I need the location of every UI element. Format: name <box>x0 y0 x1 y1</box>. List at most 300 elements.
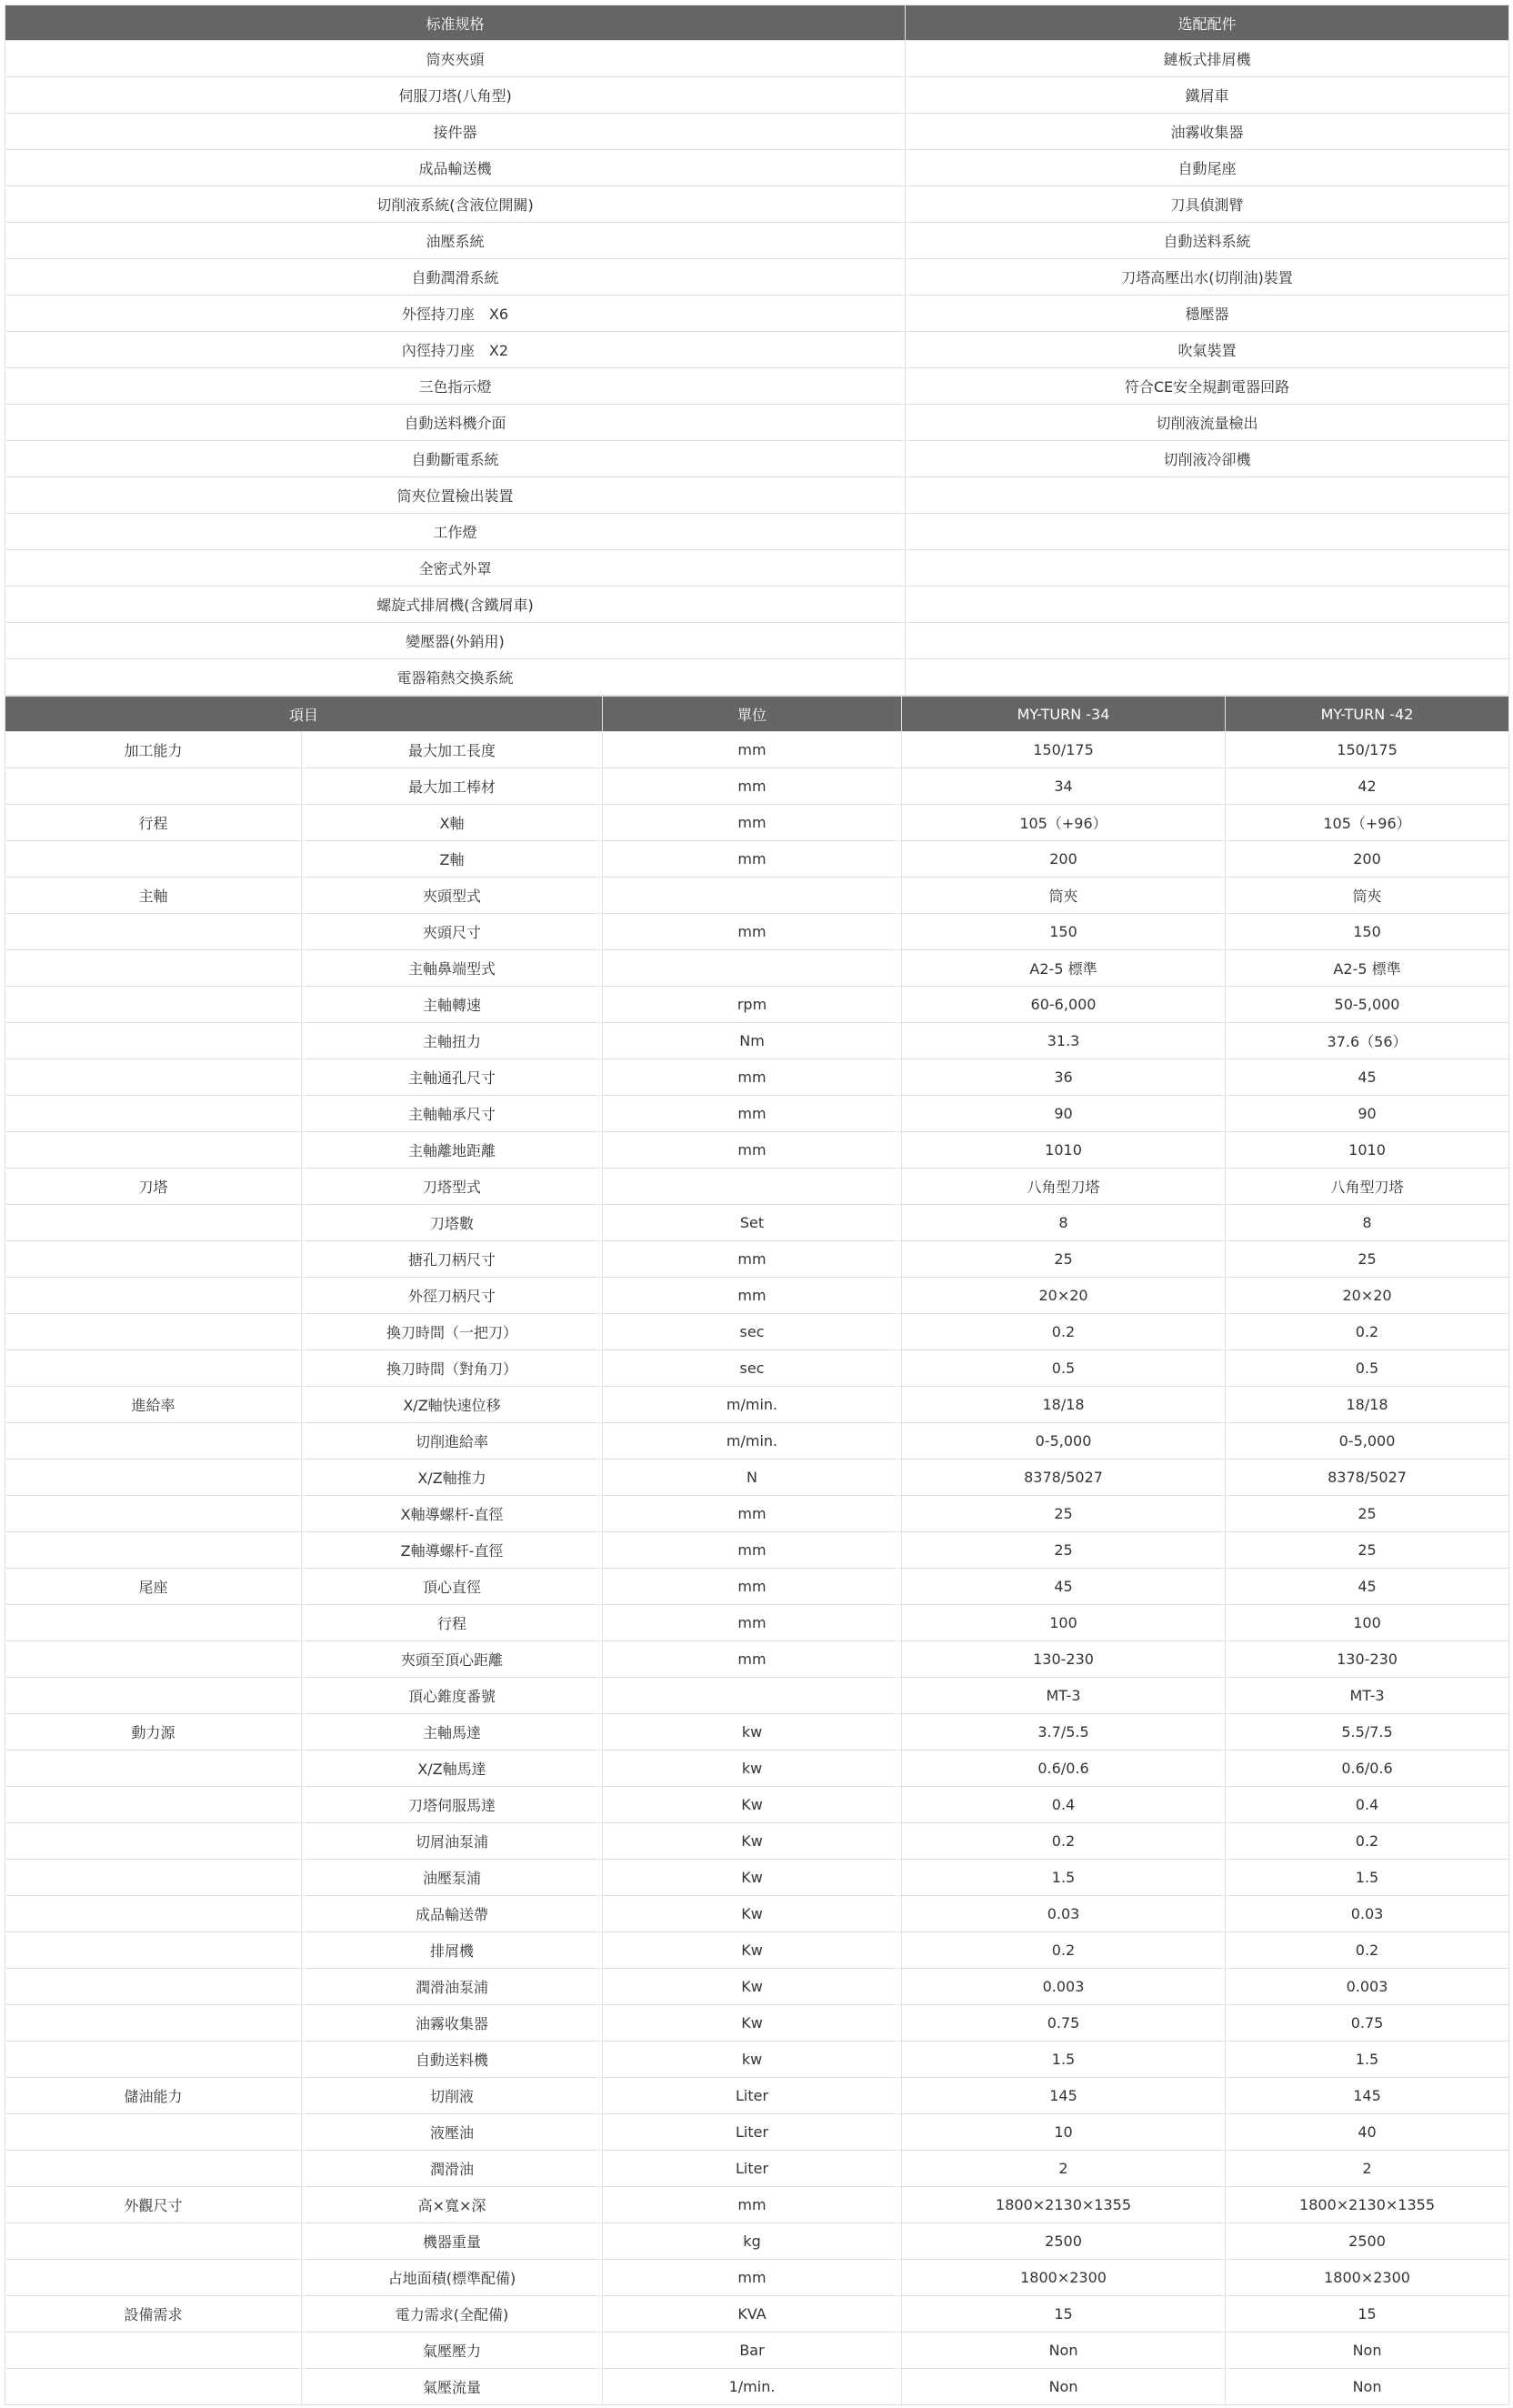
spec-unit <box>603 878 902 914</box>
table-row <box>5 368 1509 405</box>
spec-name: 主軸通孔尺寸 <box>302 1059 603 1096</box>
spec-value-model-b: 1010 <box>1226 1132 1509 1169</box>
spec-value-model-b: 8378/5027 <box>1226 1460 1509 1496</box>
spec-name: 主軸離地距離 <box>302 1132 603 1169</box>
table-row <box>5 2260 1509 2296</box>
spec-value-model-b: 1800×2130×1355 <box>1226 2187 1509 2223</box>
spec-value-model-a: 25 <box>902 1532 1226 1569</box>
spec-value-model-b: 150/175 <box>1226 732 1509 768</box>
spec-name: 切削進給率 <box>302 1423 603 1460</box>
spec-name: 主軸馬達 <box>302 1714 603 1751</box>
spec-name: X/Z軸快速位移 <box>302 1387 603 1423</box>
spec-value-model-a: 45 <box>902 1569 1226 1605</box>
spec-value-model-a: 1.5 <box>902 1860 1226 1896</box>
spec-unit: Kw <box>603 1932 902 1969</box>
spec-value-model-b: 20×20 <box>1226 1278 1509 1314</box>
spec-category <box>5 1532 302 1569</box>
table-row <box>5 2223 1509 2260</box>
spec-name: 最大加工棒材 <box>302 768 603 805</box>
table-row <box>5 623 1509 659</box>
spec-category <box>5 1678 302 1714</box>
spec-category <box>5 1205 302 1241</box>
table-row <box>5 550 1509 587</box>
table-row <box>5 1278 1509 1314</box>
spec-unit: mm <box>603 841 902 878</box>
spec-name: 頂心直徑 <box>302 1569 603 1605</box>
spec-name: 夾頭型式 <box>302 878 603 914</box>
standard-item: 伺服刀塔(八角型) <box>5 77 906 114</box>
spec-unit: Set <box>603 1205 902 1241</box>
spec-unit: kw <box>603 2042 902 2078</box>
spec-value-model-b: 2500 <box>1226 2223 1509 2260</box>
spec-unit: Liter <box>603 2078 902 2114</box>
spec-category: 動力源 <box>5 1714 302 1751</box>
header-model-b: MY-TURN -42 <box>1226 697 1509 732</box>
table-row <box>5 1860 1509 1896</box>
spec-value-model-a: 筒夾 <box>902 878 1226 914</box>
optional-item: 吹氣裝置 <box>906 332 1509 368</box>
spec-unit: sec <box>603 1350 902 1387</box>
spec-value-model-b: 18/18 <box>1226 1387 1509 1423</box>
spec-value-model-a: 0.6/0.6 <box>902 1751 1226 1787</box>
spec-value-model-b: 0-5,000 <box>1226 1423 1509 1460</box>
accessories-header-row <box>5 5 1509 41</box>
spec-value-model-b: 37.6（56） <box>1226 1023 1509 1059</box>
spec-value-model-b: 50-5,000 <box>1226 987 1509 1023</box>
spec-value-model-a: 130-230 <box>902 1641 1226 1678</box>
spec-unit: Kw <box>603 1896 902 1932</box>
spec-value-model-b: 15 <box>1226 2296 1509 2333</box>
spec-value-model-b: 42 <box>1226 768 1509 805</box>
spec-category <box>5 1641 302 1678</box>
spec-category <box>5 1314 302 1350</box>
table-row <box>5 878 1509 914</box>
spec-category <box>5 1860 302 1896</box>
spec-name: X軸 <box>302 805 603 841</box>
spec-value-model-b: 1.5 <box>1226 2042 1509 2078</box>
spec-category <box>5 2333 302 2369</box>
spec-name: X/Z軸馬達 <box>302 1751 603 1787</box>
spec-value-model-b: 45 <box>1226 1569 1509 1605</box>
table-row <box>5 1132 1509 1169</box>
table-row <box>5 1896 1509 1932</box>
spec-name: 主軸扭力 <box>302 1023 603 1059</box>
spec-category <box>5 914 302 950</box>
spec-unit: rpm <box>603 987 902 1023</box>
spec-value-model-a: 150/175 <box>902 732 1226 768</box>
spec-value-model-b: 25 <box>1226 1532 1509 1569</box>
spec-value-model-b: 40 <box>1226 2114 1509 2151</box>
optional-item <box>906 659 1509 696</box>
spec-value-model-b: 筒夾 <box>1226 878 1509 914</box>
spec-unit: mm <box>603 1641 902 1678</box>
spec-value-model-a: 0-5,000 <box>902 1423 1226 1460</box>
spec-value-model-b: 200 <box>1226 841 1509 878</box>
table-row <box>5 841 1509 878</box>
spec-category <box>5 1423 302 1460</box>
optional-item: 刀塔高壓出水(切削油)裝置 <box>906 259 1509 296</box>
spec-name: 主軸軸承尺寸 <box>302 1096 603 1132</box>
spec-name: 切屑油泵浦 <box>302 1823 603 1860</box>
spec-unit: Liter <box>603 2151 902 2187</box>
spec-name: 換刀時間（一把刀） <box>302 1314 603 1350</box>
optional-item: 切削液冷卻機 <box>906 441 1509 477</box>
standard-item: 筒夾位置檢出裝置 <box>5 477 906 514</box>
spec-category <box>5 1096 302 1132</box>
spec-name: 油壓泵浦 <box>302 1860 603 1896</box>
table-row <box>5 41 1509 77</box>
spec-name: 行程 <box>302 1605 603 1641</box>
spec-category <box>5 1132 302 1169</box>
table-row <box>5 1241 1509 1278</box>
spec-value-model-b: 8 <box>1226 1205 1509 1241</box>
spec-value-model-a: 1800×2300 <box>902 2260 1226 2296</box>
spec-name: X軸導螺杆-直徑 <box>302 1496 603 1532</box>
table-row <box>5 914 1509 950</box>
spec-name: 機器重量 <box>302 2223 603 2260</box>
spec-category <box>5 841 302 878</box>
table-row <box>5 2005 1509 2042</box>
spec-name: X/Z軸推力 <box>302 1460 603 1496</box>
table-row <box>5 1678 1509 1714</box>
spec-category <box>5 2223 302 2260</box>
optional-item <box>906 477 1509 514</box>
spec-value-model-b: Non <box>1226 2369 1509 2405</box>
header-optional: 选配配件 <box>906 5 1509 41</box>
spec-category: 外觀尺寸 <box>5 2187 302 2223</box>
table-row <box>5 441 1509 477</box>
spec-value-model-a: 150 <box>902 914 1226 950</box>
table-row <box>5 987 1509 1023</box>
table-row <box>5 114 1509 150</box>
spec-value-model-a: 0.75 <box>902 2005 1226 2042</box>
table-row <box>5 77 1509 114</box>
standard-item: 自動斷電系統 <box>5 441 906 477</box>
table-row <box>5 1532 1509 1569</box>
spec-value-model-b: 90 <box>1226 1096 1509 1132</box>
spec-value-model-b: 0.75 <box>1226 2005 1509 2042</box>
spec-name: 高×寬×深 <box>302 2187 603 2223</box>
table-row <box>5 2369 1509 2405</box>
spec-unit: mm <box>603 1241 902 1278</box>
table-row <box>5 2078 1509 2114</box>
spec-name: 排屑機 <box>302 1932 603 1969</box>
spec-unit: kg <box>603 2223 902 2260</box>
spec-category <box>5 2151 302 2187</box>
table-row <box>5 150 1509 186</box>
spec-name: 潤滑油 <box>302 2151 603 2187</box>
spec-unit: Kw <box>603 2005 902 2042</box>
spec-category: 主軸 <box>5 878 302 914</box>
spec-value-model-b: MT-3 <box>1226 1678 1509 1714</box>
spec-unit: mm <box>603 1278 902 1314</box>
spec-unit: Nm <box>603 1023 902 1059</box>
spec-value-model-b: 145 <box>1226 2078 1509 2114</box>
standard-item: 自動送料機介面 <box>5 405 906 441</box>
spec-value-model-a: 25 <box>902 1241 1226 1278</box>
header-unit: 單位 <box>603 697 902 732</box>
table-row <box>5 405 1509 441</box>
table-row <box>5 1314 1509 1350</box>
optional-item: 鏈板式排屑機 <box>906 41 1509 77</box>
specifications-table <box>5 696 1509 2405</box>
spec-value-model-a: 1800×2130×1355 <box>902 2187 1226 2223</box>
spec-value-model-a: 200 <box>902 841 1226 878</box>
table-row <box>5 1059 1509 1096</box>
standard-item: 內徑持刀座 X2 <box>5 332 906 368</box>
spec-unit: mm <box>603 2260 902 2296</box>
table-row <box>5 2114 1509 2151</box>
spec-value-model-a: Non <box>902 2369 1226 2405</box>
spec-value-model-a: 90 <box>902 1096 1226 1132</box>
spec-category <box>5 2260 302 2296</box>
spec-category <box>5 1605 302 1641</box>
table-row <box>5 1823 1509 1860</box>
table-row <box>5 1096 1509 1132</box>
spec-unit: mm <box>603 805 902 841</box>
standard-item: 螺旋式排屑機(含鐵屑車) <box>5 587 906 623</box>
spec-name: 自動送料機 <box>302 2042 603 2078</box>
table-row <box>5 805 1509 841</box>
optional-item <box>906 587 1509 623</box>
spec-name: 占地面積(標準配備) <box>302 2260 603 2296</box>
optional-item: 刀具偵測臂 <box>906 186 1509 223</box>
spec-value-model-a: 100 <box>902 1605 1226 1641</box>
spec-value-model-a: 31.3 <box>902 1023 1226 1059</box>
spec-category <box>5 950 302 987</box>
standard-item: 自動潤滑系統 <box>5 259 906 296</box>
spec-value-model-a: 0.5 <box>902 1350 1226 1387</box>
spec-unit: 1/min. <box>603 2369 902 2405</box>
table-row <box>5 2042 1509 2078</box>
spec-name: 換刀時間（對角刀） <box>302 1350 603 1387</box>
spec-value-model-a: 18/18 <box>902 1387 1226 1423</box>
table-row <box>5 1205 1509 1241</box>
spec-value-model-b: 0.2 <box>1226 1823 1509 1860</box>
spec-unit: mm <box>603 1532 902 1569</box>
spec-value-model-a: 0.03 <box>902 1896 1226 1932</box>
spec-category: 刀塔 <box>5 1169 302 1205</box>
spec-unit: Kw <box>603 1823 902 1860</box>
spec-unit: sec <box>603 1314 902 1350</box>
table-row <box>5 1423 1509 1460</box>
spec-unit <box>603 950 902 987</box>
spec-unit: mm <box>603 1496 902 1532</box>
spec-unit: kw <box>603 1751 902 1787</box>
optional-item: 符合CE安全規劃電器回路 <box>906 368 1509 405</box>
optional-item: 自動送料系統 <box>906 223 1509 259</box>
spec-unit: mm <box>603 732 902 768</box>
standard-item: 電器箱熱交換系統 <box>5 659 906 696</box>
header-standard: 标准规格 <box>5 5 906 41</box>
optional-item: 穩壓器 <box>906 296 1509 332</box>
table-row <box>5 1932 1509 1969</box>
spec-value-model-a: 60-6,000 <box>902 987 1226 1023</box>
spec-value-model-b: 5.5/7.5 <box>1226 1714 1509 1751</box>
table-row <box>5 296 1509 332</box>
spec-value-model-b: 0.4 <box>1226 1787 1509 1823</box>
spec-name: Z軸導螺杆-直徑 <box>302 1532 603 1569</box>
spec-name: 主軸轉速 <box>302 987 603 1023</box>
table-row <box>5 1714 1509 1751</box>
spec-value-model-a: 0.2 <box>902 1932 1226 1969</box>
header-model-a: MY-TURN -34 <box>902 697 1226 732</box>
spec-unit: kw <box>603 1714 902 1751</box>
table-row <box>5 259 1509 296</box>
spec-value-model-a: 八角型刀塔 <box>902 1169 1226 1205</box>
standard-item: 全密式外罩 <box>5 550 906 587</box>
spec-value-model-b: 1800×2300 <box>1226 2260 1509 2296</box>
table-row <box>5 1569 1509 1605</box>
spec-value-model-b: 150 <box>1226 914 1509 950</box>
spec-value-model-b: Non <box>1226 2333 1509 2369</box>
spec-value-model-b: 1.5 <box>1226 1860 1509 1896</box>
spec-category <box>5 1896 302 1932</box>
table-row <box>5 332 1509 368</box>
spec-value-model-a: 8 <box>902 1205 1226 1241</box>
spec-category <box>5 2005 302 2042</box>
standard-item: 變壓器(外銷用) <box>5 623 906 659</box>
table-row <box>5 587 1509 623</box>
standard-item: 油壓系統 <box>5 223 906 259</box>
spec-unit: mm <box>603 768 902 805</box>
spec-category <box>5 2114 302 2151</box>
spec-category <box>5 2042 302 2078</box>
spec-value-model-a: 20×20 <box>902 1278 1226 1314</box>
table-row <box>5 2151 1509 2187</box>
spec-value-model-b: 45 <box>1226 1059 1509 1096</box>
spec-category <box>5 1023 302 1059</box>
spec-value-model-b: 130-230 <box>1226 1641 1509 1678</box>
spec-unit: m/min. <box>603 1387 902 1423</box>
table-row <box>5 186 1509 223</box>
spec-category: 尾座 <box>5 1569 302 1605</box>
spec-value-model-b: 0.03 <box>1226 1896 1509 1932</box>
spec-value-model-a: 8378/5027 <box>902 1460 1226 1496</box>
spec-value-model-b: 2 <box>1226 2151 1509 2187</box>
spec-category <box>5 1969 302 2005</box>
spec-value-model-b: 0.5 <box>1226 1350 1509 1387</box>
spec-unit: mm <box>603 1569 902 1605</box>
spec-name: 夾頭尺寸 <box>302 914 603 950</box>
spec-category <box>5 1932 302 1969</box>
table-row <box>5 1387 1509 1423</box>
spec-value-model-b: 25 <box>1226 1496 1509 1532</box>
spec-value-model-b: 100 <box>1226 1605 1509 1641</box>
spec-category <box>5 2369 302 2405</box>
spec-category <box>5 768 302 805</box>
spec-value-model-b: 0.6/0.6 <box>1226 1751 1509 1787</box>
spec-unit: mm <box>603 1132 902 1169</box>
table-row <box>5 1460 1509 1496</box>
spec-category <box>5 1751 302 1787</box>
spec-name: 刀塔伺服馬達 <box>302 1787 603 1823</box>
spec-category <box>5 1823 302 1860</box>
standard-item: 外徑持刀座 X6 <box>5 296 906 332</box>
table-row <box>5 2333 1509 2369</box>
spec-name: 切削液 <box>302 2078 603 2114</box>
spec-value-model-b: 0.003 <box>1226 1969 1509 2005</box>
spec-category <box>5 1278 302 1314</box>
optional-item: 切削液流量檢出 <box>906 405 1509 441</box>
spec-category: 儲油能力 <box>5 2078 302 2114</box>
standard-item: 切削液系統(含液位開關) <box>5 186 906 223</box>
table-row <box>5 1787 1509 1823</box>
spec-category: 加工能力 <box>5 732 302 768</box>
spec-name: 成品輸送帶 <box>302 1896 603 1932</box>
accessories-table <box>5 5 1509 696</box>
spec-value-model-a: 145 <box>902 2078 1226 2114</box>
spec-category <box>5 1496 302 1532</box>
table-row <box>5 223 1509 259</box>
spec-value-model-b: 0.2 <box>1226 1314 1509 1350</box>
spec-category: 設備需求 <box>5 2296 302 2333</box>
spec-category <box>5 1350 302 1387</box>
spec-name: 刀塔型式 <box>302 1169 603 1205</box>
spec-name: 主軸鼻端型式 <box>302 950 603 987</box>
spec-name: 氣壓壓力 <box>302 2333 603 2369</box>
table-row <box>5 1023 1509 1059</box>
optional-item: 鐵屑車 <box>906 77 1509 114</box>
standard-item: 接件器 <box>5 114 906 150</box>
spec-header-row <box>5 697 1509 732</box>
spec-category <box>5 1241 302 1278</box>
standard-item: 筒夾夾頭 <box>5 41 906 77</box>
spec-value-model-a: 0.003 <box>902 1969 1226 2005</box>
spec-category <box>5 1059 302 1096</box>
spec-category <box>5 1460 302 1496</box>
spec-name: 潤滑油泵浦 <box>302 1969 603 2005</box>
table-row <box>5 732 1509 768</box>
spec-value-model-b: 八角型刀塔 <box>1226 1169 1509 1205</box>
spec-name: 夾頭至頂心距離 <box>302 1641 603 1678</box>
spec-unit: Bar <box>603 2333 902 2369</box>
spec-unit: mm <box>603 914 902 950</box>
spec-unit: KVA <box>603 2296 902 2333</box>
spec-unit: mm <box>603 1096 902 1132</box>
spec-category: 行程 <box>5 805 302 841</box>
table-row <box>5 1751 1509 1787</box>
spec-value-model-a: 0.2 <box>902 1823 1226 1860</box>
spec-value-model-a: 0.4 <box>902 1787 1226 1823</box>
spec-value-model-a: 15 <box>902 2296 1226 2333</box>
spec-unit: Kw <box>603 1969 902 2005</box>
optional-item: 自動尾座 <box>906 150 1509 186</box>
spec-value-model-a: 0.2 <box>902 1314 1226 1350</box>
spec-unit: mm <box>603 2187 902 2223</box>
spec-sheet <box>5 5 1508 2405</box>
spec-unit <box>603 1678 902 1714</box>
table-row <box>5 1350 1509 1387</box>
standard-item: 成品輸送機 <box>5 150 906 186</box>
spec-name: 最大加工長度 <box>302 732 603 768</box>
standard-item: 工作燈 <box>5 514 906 550</box>
spec-unit: mm <box>603 1059 902 1096</box>
spec-value-model-b: 25 <box>1226 1241 1509 1278</box>
spec-value-model-b: 105（+96） <box>1226 805 1509 841</box>
spec-value-model-a: MT-3 <box>902 1678 1226 1714</box>
spec-value-model-a: 1010 <box>902 1132 1226 1169</box>
spec-name: 搪孔刀柄尺寸 <box>302 1241 603 1278</box>
spec-name: 油霧收集器 <box>302 2005 603 2042</box>
spec-value-model-a: 3.7/5.5 <box>902 1714 1226 1751</box>
spec-value-model-a: 25 <box>902 1496 1226 1532</box>
spec-value-model-a: 2500 <box>902 2223 1226 2260</box>
optional-item: 油霧收集器 <box>906 114 1509 150</box>
spec-unit: Kw <box>603 1787 902 1823</box>
optional-item <box>906 550 1509 587</box>
table-row <box>5 1169 1509 1205</box>
